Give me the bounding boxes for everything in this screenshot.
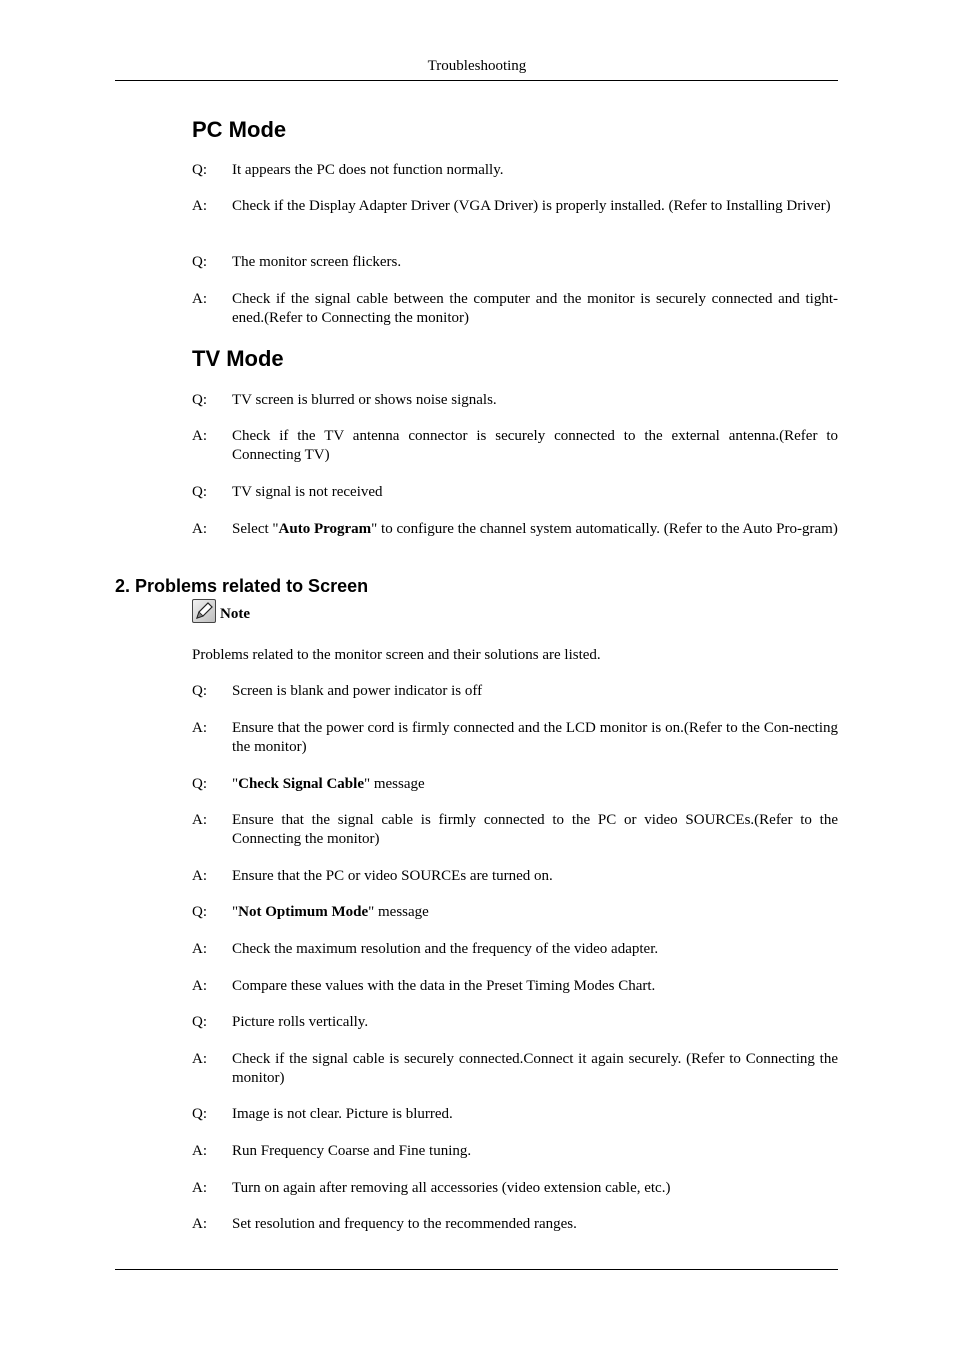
qa-tag: A: [192,521,207,537]
qa-text-bold: Not Optimum Mode [238,904,369,920]
qa-tag: Q: [192,162,207,178]
qa-tag: Q: [192,484,207,500]
qa-text: Run Frequency Coarse and Fine tuning. [232,1143,472,1159]
qa-item [192,161,838,180]
qa-text-pre: " [232,904,239,920]
qa-text: Image is not clear. Picture is blurred. [232,1106,453,1122]
qa-text: TV signal is not received [232,484,383,500]
qa-tag: Q: [192,392,207,408]
qa-tag: Q: [192,1106,207,1122]
qa-tag: Q: [192,254,207,270]
qa-tag: Q: [192,904,207,920]
qa-tag: Q: [192,1014,207,1030]
qa-text-pre: Select " [232,521,279,537]
qa-text: Ensure that the PC or video SOURCEs are turned on. [232,868,553,884]
qa-text [232,520,838,539]
qa-tag: A: [192,1216,207,1232]
qa-item [192,520,838,539]
note-callout [192,599,250,623]
qa-tag: A: [192,428,207,444]
qa-text: Ensure that the power cord is firmly connected and the LCD monitor is on.(Refer to the Con-necting the monitor) [232,720,838,755]
qa-text: Check if the TV antenna connector is securely connected to the external antenna.(Refer to Connecting TV) [232,428,838,463]
qa-item [192,719,838,757]
qa-item [192,1013,838,1032]
page-header-title: Troubleshooting [427,58,527,74]
qa-item [192,682,838,701]
qa-tag: A: [192,291,207,307]
qa-text-post: " message [363,776,425,792]
qa-text-bold: Auto Program [278,521,372,537]
qa-text: Turn on again after removing all accessories (video extension cable, etc.) [232,1180,671,1196]
qa-item [192,903,838,922]
footer-divider [115,1269,838,1270]
qa-tag: Q: [192,683,207,699]
qa-item [192,1105,838,1124]
qa-item [192,1142,838,1161]
qa-text: Screen is blank and power indicator is off [232,683,483,699]
note-pencil-icon [192,599,216,623]
qa-item [192,290,838,328]
qa-item [192,483,838,502]
qa-item [192,427,838,465]
qa-item [192,391,838,410]
qa-text: Check if the signal cable is securely connected.Connect it again securely. (Refer to Connecting the monitor) [232,1051,838,1086]
qa-text: Ensure that the signal cable is firmly connected to the PC or video SOURCEs.(Refer to the Connecting the monitor) [232,812,838,847]
qa-tag: A: [192,868,207,884]
qa-tag: A: [192,720,207,736]
qa-tag: A: [192,941,207,957]
qa-item [192,940,838,959]
tv-mode-heading: TV Mode [192,346,284,371]
qa-item [192,867,838,886]
qa-text-bold: Check Signal Cable [238,776,364,792]
qa-item [192,977,838,996]
qa-text-post: " to configure the channel system automatically. (Refer to the Auto Pro-gram) [371,521,838,537]
qa-item [192,1215,838,1234]
header-divider [115,80,838,81]
qa-item [192,775,838,794]
qa-text [232,775,838,794]
qa-tag: A: [192,812,207,828]
qa-tag: A: [192,978,207,994]
pc-mode-heading: PC Mode [192,117,287,142]
qa-text: Check if the Display Adapter Driver (VGA Driver) is properly installed. (Refer to Installing Driver) [232,198,831,214]
qa-tag: A: [192,198,207,214]
qa-item [192,1179,838,1198]
qa-text-pre: " [232,776,239,792]
qa-item [192,197,838,216]
qa-tag: A: [192,1051,207,1067]
qa-item [192,253,838,272]
qa-text: Compare these values with the data in the Preset Timing Modes Chart. [232,978,656,994]
qa-text: It appears the PC does not function normally. [232,162,504,178]
qa-item [192,1050,838,1088]
qa-text: The monitor screen flickers. [232,254,402,270]
note-label: Note [220,606,250,622]
screen-problems-intro: Problems related to the monitor screen and their solutions are listed. [192,647,601,663]
qa-text: Check the maximum resolution and the frequency of the video adapter. [232,941,659,957]
qa-text [232,903,838,922]
screen-problems-heading: 2. Problems related to Screen [115,576,369,596]
qa-tag: A: [192,1180,207,1196]
qa-text: Check if the signal cable between the computer and the monitor is securely connected and tight-ened.(Refer to Connecting the monitor) [232,291,838,326]
qa-text: Set resolution and frequency to the recommended ranges. [232,1216,577,1232]
qa-text: TV screen is blurred or shows noise signals. [232,392,497,408]
qa-text-post: " message [368,904,429,920]
qa-text: Picture rolls vertically. [232,1014,369,1030]
qa-tag: Q: [192,776,207,792]
qa-tag: A: [192,1143,207,1159]
qa-item [192,811,838,849]
